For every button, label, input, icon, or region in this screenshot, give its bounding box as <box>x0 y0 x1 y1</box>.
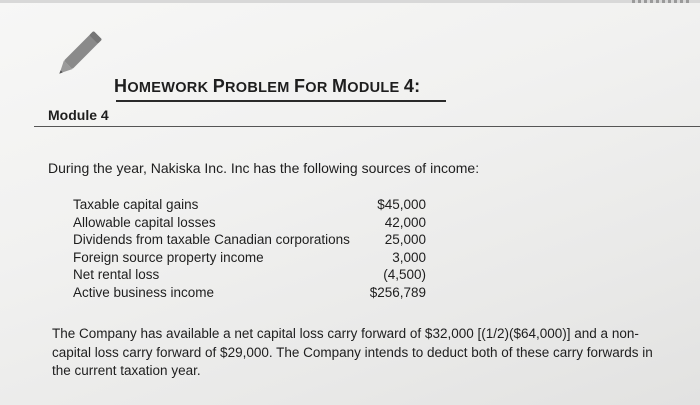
income-label: Taxable capital gains <box>73 197 199 212</box>
income-row <box>73 196 426 214</box>
income-amount: 42,000 <box>384 214 426 230</box>
income-amount: (4,500) <box>383 267 426 282</box>
income-row <box>73 249 426 267</box>
income-amount: $45,000 <box>377 197 426 212</box>
top-edge <box>0 0 700 3</box>
income-row <box>73 231 426 249</box>
income-row <box>73 284 426 302</box>
income-label: Foreign source property income <box>73 249 264 265</box>
top-edge-dots <box>632 0 692 3</box>
page-title: HOMEWORK PROBLEM FOR MODULE 4: <box>114 76 421 96</box>
income-label: Net rental loss <box>73 267 160 282</box>
title-underline <box>116 100 446 102</box>
pencil-icon <box>48 25 108 85</box>
income-amount: 25,000 <box>384 232 426 247</box>
intro-text: During the year, Nakiska Inc. Inc has the following sources of income: <box>48 160 480 176</box>
section-divider <box>34 126 700 127</box>
module-label: Module 4 <box>48 107 109 123</box>
income-label: Active business income <box>73 284 215 300</box>
income-label: Allowable capital losses <box>73 214 216 230</box>
income-label: Dividends from taxable Canadian corporations <box>73 232 350 247</box>
income-amount: 3,000 <box>392 249 426 265</box>
income-row <box>73 214 426 232</box>
income-amount: $256,789 <box>369 284 426 300</box>
income-table <box>73 196 426 301</box>
income-row <box>73 266 426 284</box>
closing-paragraph: The Company has available a net capital loss carry forward of $32,000 [(1/2)($64,000)] and a non-capital loss carry forward of $29,000. The Company intends to deduct both of these carry forwards in the current taxation year. <box>52 326 653 378</box>
